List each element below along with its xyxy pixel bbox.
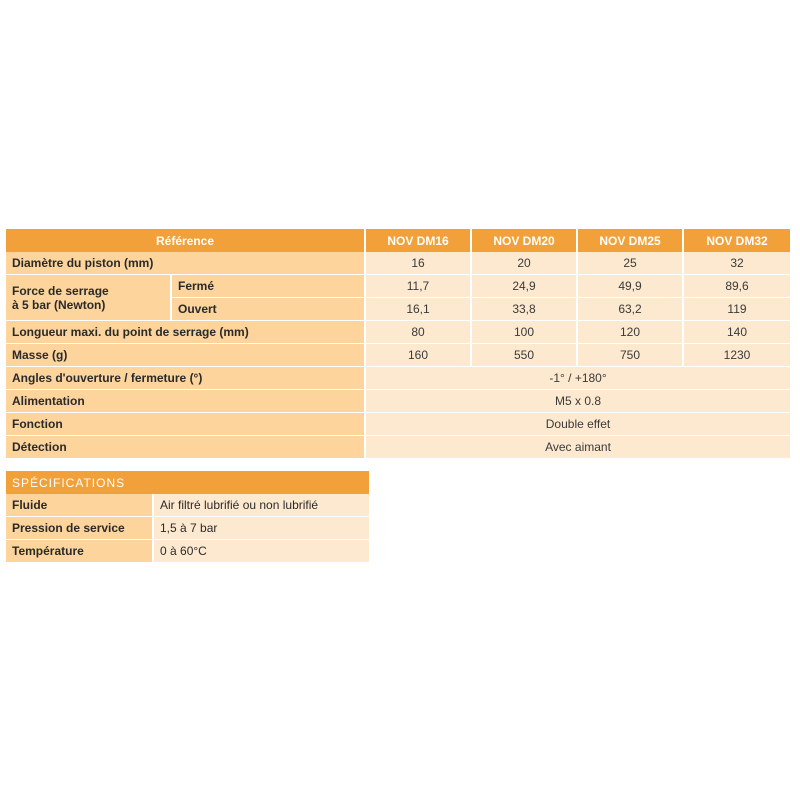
spec-label: Fluide	[6, 494, 154, 517]
cell-value-merged: Avec aimant	[366, 436, 790, 459]
cell-value: 80	[366, 321, 472, 344]
cell-value: 119	[684, 298, 790, 321]
spec-row-pression	[6, 517, 369, 540]
spec-row-temperature	[6, 540, 369, 563]
row-label: Alimentation	[6, 390, 366, 413]
cell-value: 63,2	[578, 298, 684, 321]
spec-row-fluide	[6, 494, 369, 517]
cell-value: 16	[366, 252, 472, 275]
cell-value: 140	[684, 321, 790, 344]
cell-value-merged: Double effet	[366, 413, 790, 436]
row-label: Détection	[6, 436, 366, 459]
cell-value: 100	[472, 321, 578, 344]
row-longueur	[6, 321, 790, 344]
spec-value: 0 à 60°C	[154, 540, 369, 563]
row-label: Diamètre du piston (mm)	[6, 252, 366, 275]
spec-title: SPÉCIFICATIONS	[6, 471, 369, 494]
cell-value: 550	[472, 344, 578, 367]
header-model-dm20: NOV DM20	[472, 229, 578, 252]
cell-value: 750	[578, 344, 684, 367]
row-label: Fonction	[6, 413, 366, 436]
row-masse	[6, 344, 790, 367]
row-label: Angles d'ouverture / fermeture (°)	[6, 367, 366, 390]
cell-value: 32	[684, 252, 790, 275]
row-force-ferme	[6, 275, 790, 298]
spec-value: 1,5 à 7 bar	[154, 517, 369, 540]
spec-label: Température	[6, 540, 154, 563]
spec-label: Pression de service	[6, 517, 154, 540]
cell-value: 1230	[684, 344, 790, 367]
header-reference: Référence	[6, 229, 366, 252]
row-detection	[6, 436, 790, 459]
cell-value: 120	[578, 321, 684, 344]
sub-label-ferme: Fermé	[172, 275, 366, 298]
cell-value: 160	[366, 344, 472, 367]
force-label-line1: Force de serrage	[12, 283, 109, 298]
header-row	[6, 229, 790, 252]
sub-label-ouvert: Ouvert	[172, 298, 366, 321]
cell-value: 49,9	[578, 275, 684, 298]
row-alimentation	[6, 390, 790, 413]
cell-value: 33,8	[472, 298, 578, 321]
header-model-dm32: NOV DM32	[684, 229, 790, 252]
header-model-dm25: NOV DM25	[578, 229, 684, 252]
spec-header-row	[6, 471, 369, 494]
row-angles	[6, 367, 790, 390]
spec-value: Air filtré lubrifié ou non lubrifié	[154, 494, 369, 517]
cell-value: 24,9	[472, 275, 578, 298]
cell-value-merged: -1° / +180°	[366, 367, 790, 390]
force-label-line2: à 5 bar (Newton)	[12, 297, 106, 312]
characteristics-table	[6, 229, 790, 459]
cell-value: 20	[472, 252, 578, 275]
cell-value: 16,1	[366, 298, 472, 321]
row-label: Masse (g)	[6, 344, 366, 367]
cell-value: 25	[578, 252, 684, 275]
cell-value-merged: M5 x 0.8	[366, 390, 790, 413]
cell-value: 11,7	[366, 275, 472, 298]
specifications-table	[6, 471, 369, 563]
row-label: Longueur maxi. du point de serrage (mm)	[6, 321, 366, 344]
row-fonction	[6, 413, 790, 436]
row-diametre	[6, 252, 790, 275]
row-label-force	[6, 275, 172, 321]
cell-value: 89,6	[684, 275, 790, 298]
header-model-dm16: NOV DM16	[366, 229, 472, 252]
